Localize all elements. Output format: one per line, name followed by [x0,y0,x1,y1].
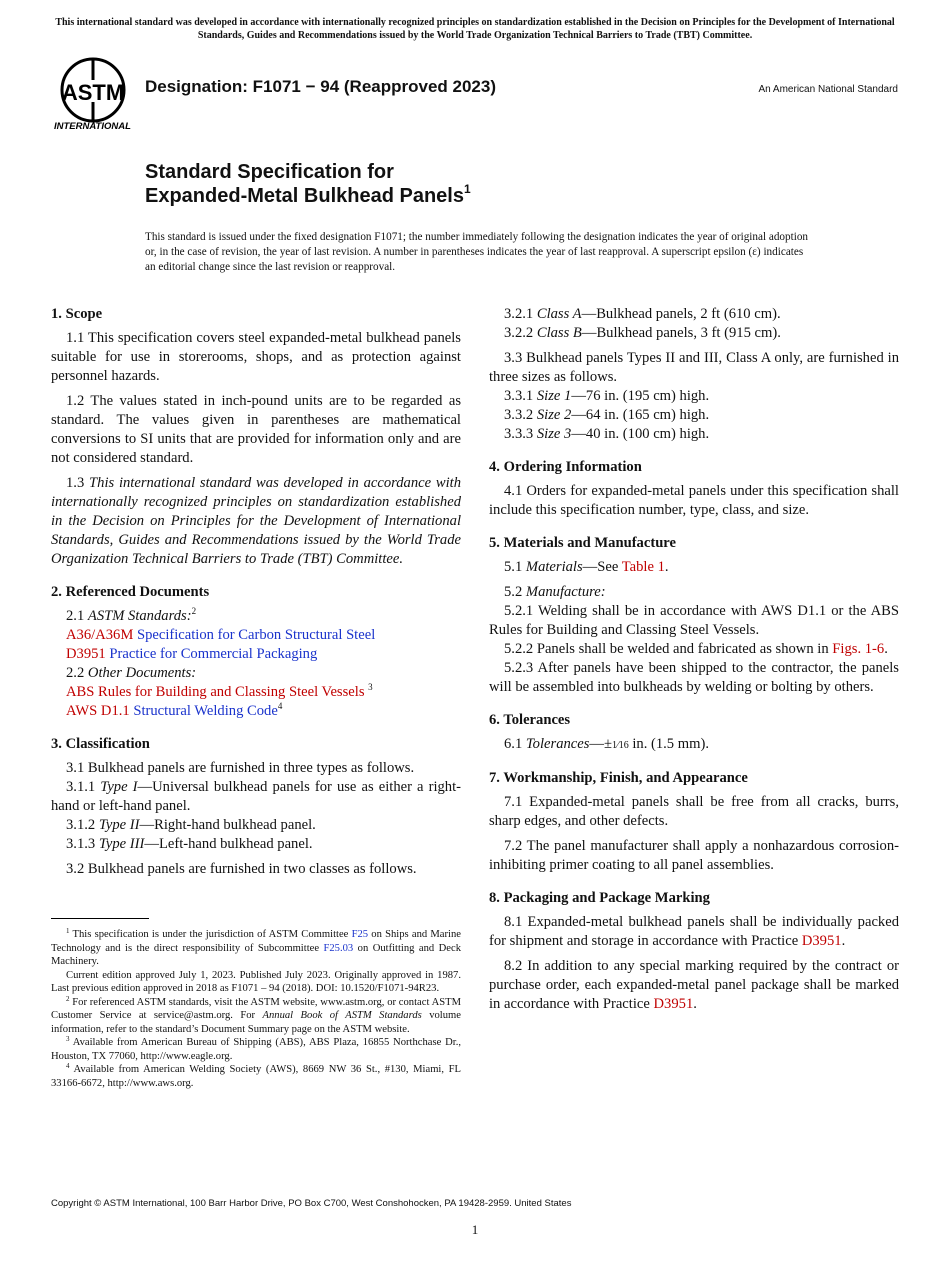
footnote-4-text: Available from American Welding Society (AWS), 8669 NW 36 St., #130, Miami, FL 33166-6672, http://www.aws.org. [51,1064,461,1089]
para-8-1-text: 8.1 Expanded-metal bulkhead panels shall be individually packed for shipment and storage in accordance with Practice [489,914,899,949]
para-1-2: 1.2 The values stated in inch-pound units are to be regarded as standard. The values given in parentheses are mathematical conversions to SI units that are provided for information only and are not considered standard. [51,393,461,466]
f25-link[interactable]: F25 [351,929,369,940]
footnote-2-marker: 2 [66,994,70,1003]
para-6-1-pm: —± [589,736,613,752]
para-2-1-num: 2.1 [66,608,85,624]
table-1-link[interactable]: Table 1 [621,559,665,575]
para-5-2 [489,583,899,602]
para-5-2-term: Manufacture: [525,584,606,600]
para-2-2-num: 2.2 [66,665,85,681]
section-2-heading: 2. Referenced Documents [51,584,210,600]
issuance-note: This standard is issued under the fixed designation F1071; the number immediately following the designation indicates the year of original adoption or, in the case of revision, the year of last revision. A number in parentheses indicates the year of last reapproval. A superscript epsilon (ε) indicates an editorial change since the last revision or reapproval. [145,231,809,273]
section-7-heading: 7. Workmanship, Finish, and Appearance [489,770,748,786]
footnote-1-text-b: on Ships and Marine Technology and is the direct responsibility of Subcommittee [51,929,461,954]
para-3-2: 3.2 Bulkhead panels are furnished in two classes as follows. [66,861,417,877]
ref-aws-title[interactable]: Structural Welding Code [133,703,278,719]
footnote-4 [51,1063,461,1090]
para-5-2-1: 5.2.1 Welding shall be in accordance with AWS D1.1 or the ABS Rules for Building and Classing Steel Vessels. [489,603,899,638]
para-3-3-2-num: 3.3.2 [504,407,534,423]
para-3-1-1 [51,778,461,816]
para-3-1-2-term: Type II [98,817,140,833]
para-5-1 [489,558,899,577]
para-6-1-fraction: 1⁄16 [612,740,629,751]
para-6-1-term: Tolerances [525,736,590,752]
american-national-standard-label: An American National Standard [758,84,898,95]
d3951-link-1[interactable]: D3951 [801,933,842,949]
footnote-1-text-c: on Outfitting and Deck Machinery. [51,942,461,967]
para-3-3-3-text: —40 in. (100 cm) high. [571,426,710,442]
section-8-heading: 8. Packaging and Package Marking [489,890,710,906]
para-8-2-text: 8.2 In addition to any special marking required by the contract or purchase order, each expanded-metal panel package shall be marked in accordance with Practice [489,958,899,1012]
left-column [51,305,461,879]
footnote-1-marker: 1 [66,927,70,935]
para-3-2-2-text: —Bulkhead panels, 3 ft (915 cm). [581,325,781,341]
wto-notice: This international standard was developed in accordance with internationally recognized principles on standardization established in the Decision on Principles for the Development of International Standards, Guides and Recommendations issued by the World Trade Organization Technical Barriers to Trade (TBT) Committee. [55,17,895,41]
para-3-3-2 [489,406,899,425]
ref-a36-title[interactable]: Specification for Carbon Structural Steel [136,627,376,643]
d3951-link-2[interactable]: D3951 [653,996,694,1012]
title-line-1: Standard Specification for [145,161,394,183]
para-3-3-3-num: 3.3.3 [504,426,534,442]
footnote-2-text-b: volume information, refer to the standard’s Document Summary page on the ASTM website. [51,1010,461,1035]
para-1-3-text: This international standard was developed in accordance with internationally recognized principles on standardization established in the Decision on Principles for the Development of International Standards, Guides and Recommendations issued by the World Trade Organization Technical Barriers to Trade (TBT) Committee. [51,475,462,567]
title-line-2 [145,184,471,208]
footnote-4-marker: 4 [66,1062,70,1070]
para-8-2-end: . [693,996,697,1012]
para-3-1-1-text: —Universal bulkhead panels for use as either a right-hand or left-hand panel. [51,779,462,814]
para-3-2-1-text: —Bulkhead panels, 2 ft (610 cm). [581,306,781,322]
para-2-1 [51,607,461,626]
para-3-2-1 [489,305,899,324]
para-3-3-1-num: 3.3.1 [504,388,534,404]
designation: Designation: F1071 − 94 (Reapproved 2023) [145,77,496,96]
para-5-1-end: . [664,559,669,575]
footnote-2-text-a: For referenced ASTM standards, visit the ASTM website, www.astm.org, or contact ASTM Customer Service at service@astm.org. For [51,996,461,1021]
para-3-1-2-text: —Right-hand bulkhead panel. [139,817,316,833]
para-5-2-2-end: . [884,641,888,657]
section-1-heading: 1. Scope [51,306,103,322]
reference-d3951[interactable] [51,645,461,664]
para-3-3-2-text: —64 in. (165 cm) high. [571,407,710,423]
astm-logo-graphic [52,56,136,132]
page-number: 1 [471,1222,479,1237]
footnote-1-edition: Current edition approved July 1, 2023. Published July 2023. Originally approved in 1987. Last previous edition approved in 2018 as F1071 – 94 (2018). DOI: 10.1520/F1071-94R23. [51,969,461,994]
para-5-2-2-text: 5.2.2 Panels shall be welded and fabricated as shown in [504,641,829,657]
para-3-1-1-term: Type I [100,779,138,795]
para-5-2-2 [489,640,899,659]
para-1-3 [51,474,461,569]
para-3-3-3-term: Size 3 [536,426,572,442]
para-2-1-label: ASTM Standards: [87,608,192,624]
fn-marker-4[interactable]: 4 [277,701,283,711]
footnote-3-marker: 3 [66,1035,70,1043]
fn-marker-2[interactable]: 2 [191,606,197,616]
ref-aws-code[interactable]: AWS D1.1 [66,703,130,719]
para-3-1-1-num: 3.1.1 [66,779,96,795]
para-6-1-num: 6.1 [504,736,523,752]
footnote-2 [51,996,461,1037]
footnote-2-italic: Annual Book of ASTM Standards [262,1010,422,1021]
footnote-3 [51,1036,461,1063]
para-2-2-label: Other Documents: [87,665,197,681]
title-footnote-marker[interactable]: 1 [463,182,471,196]
title-line-2-text: Expanded-Metal Bulkhead Panels [145,185,464,207]
para-5-1-term: Materials [525,559,583,575]
astm-logo-text: ASTM [61,80,125,105]
para-1-1: 1.1 This specification covers steel expanded-metal bulkhead panels suitable for use in storerooms, shops, and as protection against personnel hazards. [51,330,461,384]
para-5-1-mid: —See [582,559,622,575]
fn-marker-3[interactable]: 3 [368,682,373,692]
para-3-2-2 [489,324,899,343]
para-3-3: 3.3 Bulkhead panels Types II and III, Class A only, are furnished in three sizes as follows. [489,350,899,385]
para-3-3-2-term: Size 2 [536,407,572,423]
ref-abs-rules-title[interactable]: ABS Rules for Building and Classing Steel Vessels [66,684,365,700]
para-3-1-3-term: Type III [98,836,145,852]
section-6-heading: 6. Tolerances [489,712,571,728]
para-3-3-3 [489,425,899,444]
para-8-1-end: . [841,933,846,949]
para-5-2-num: 5.2 [504,584,523,600]
footnote-3-text: Available from American Bureau of Shipping (ABS), ABS Plaza, 16855 Northchase Dr., Houston, TX 77060, http://www.eagle.org. [51,1037,461,1062]
para-4-1: 4.1 Orders for expanded-metal panels under this specification shall include this specification number, type, class, and size. [489,483,899,518]
para-3-2-1-term: Class A [536,306,582,322]
para-7-2: 7.2 The panel manufacturer shall apply a nonhazardous corrosion-inhibiting primer coating to all panel assemblies. [489,838,899,873]
right-column [489,305,899,1014]
para-8-2 [489,957,899,1014]
footnote-rule [51,918,149,919]
section-4-heading: 4. Ordering Information [489,459,642,475]
para-3-1: 3.1 Bulkhead panels are furnished in three types as follows. [66,760,415,776]
reference-a36[interactable] [51,626,461,645]
para-8-1 [489,913,899,951]
para-5-1-num: 5.1 [504,559,523,575]
document-title [145,160,471,208]
footnote-1 [51,928,461,969]
copyright-line: Copyright © ASTM International, 100 Barr Harbor Drive, PO Box C700, West Conshohocken, PA 19428-2959. United States [51,1198,572,1209]
reference-aws-d11[interactable] [51,702,461,721]
para-3-2-2-term: Class B [536,325,582,341]
para-3-2-1-num: 3.2.1 [504,306,534,322]
para-2-2 [51,664,461,683]
reference-abs-rules[interactable] [51,683,461,702]
para-3-1-3-text: —Left-hand bulkhead panel. [144,836,313,852]
para-3-3-1 [489,387,899,406]
para-5-2-3: 5.2.3 After panels have been shipped to the contractor, the panels will be assembled into bulkheads by welding or bolting by others. [489,660,899,695]
para-3-1-3 [51,835,461,854]
para-6-1-rest: in. (1.5 mm). [628,736,709,752]
para-3-3-1-term: Size 1 [536,388,572,404]
para-7-1: 7.1 Expanded-metal panels shall be free from all cracks, burrs, sharp edges, and other defects. [489,794,899,829]
section-5-heading: 5. Materials and Manufacture [489,535,676,551]
footnote-1-text-a: This specification is under the jurisdiction of ASTM Committee [72,929,352,940]
para-3-1-2 [51,816,461,835]
para-3-1-3-num: 3.1.3 [66,836,96,852]
ref-a36-code[interactable]: A36/A36M [66,627,134,643]
para-1-3-num: 1.3 [66,475,85,491]
f25-03-link[interactable]: F25.03 [323,942,354,954]
astm-logo [52,56,136,132]
ref-d3951-title[interactable]: Practice for Commercial Packaging [109,646,318,662]
astm-logo-subtext: INTERNATIONAL [54,121,131,132]
para-6-1 [489,735,899,755]
para-3-1-2-num: 3.1.2 [66,817,96,833]
para-3-3-1-text: —76 in. (195 cm) high. [571,388,710,404]
ref-d3951-code[interactable]: D3951 [66,646,106,662]
figs-link[interactable]: Figs. 1-6 [832,641,885,657]
para-3-2-2-num: 3.2.2 [504,325,534,341]
section-3-heading: 3. Classification [51,736,150,752]
footnotes [51,928,461,1090]
